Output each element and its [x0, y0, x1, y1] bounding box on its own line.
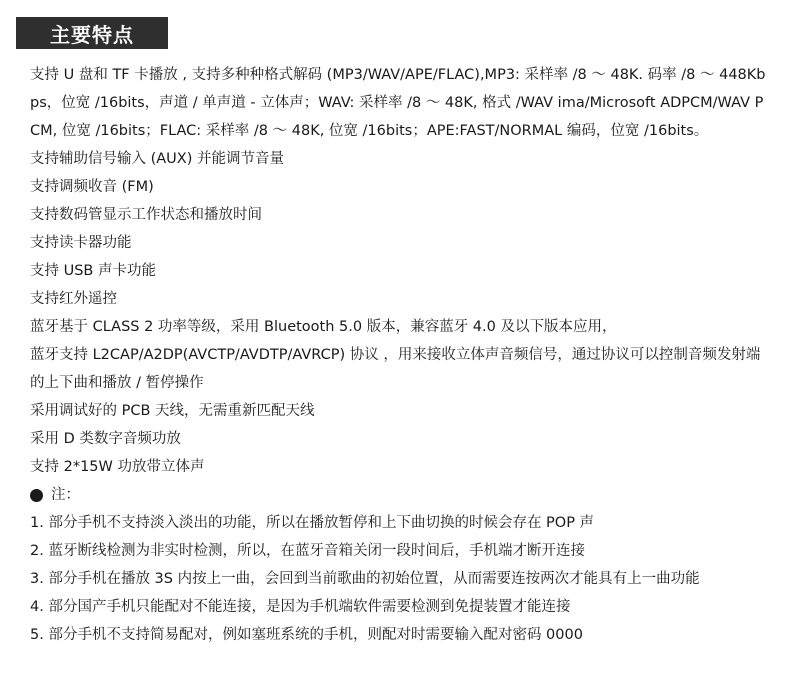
feature-item-format-support: 支持 U 盘和 TF 卡播放 , 支持多种种格式解码 (MP3/WAV/APE/FLAC),MP3: 采样率 /8 ～ 48K. 码率 /8 ～ 448Kbps，位宽 /16bits，声道 / 单声道 - 立体声；WAV: 采样率 /8 ～ 48K, 格式 /WAV ima/Microsoft ADPCM/WAV PCM, 位宽 /16bits；FLAC: 采样率 /8 ～ 48K, 位宽 /16bits；APE:FAST/NORMAL 编码，位宽 /16bits。: [30, 67, 766, 139]
notes-heading: [30, 481, 770, 509]
notes-heading-label: 注：: [51, 487, 80, 503]
feature-item-class-d-amp: 采用 D 类数字音频功放: [30, 431, 181, 447]
feature-item-aux: 支持辅助信号输入 (AUX) 并能调节音量: [30, 151, 284, 167]
feature-item-usb-sound-card: 支持 USB 声卡功能: [30, 263, 156, 279]
feature-item-stereo-amp: 支持 2*15W 功放带立体声: [30, 459, 205, 475]
section-title: 主要特点: [50, 22, 134, 47]
feature-list: [30, 61, 770, 649]
note-item: 5. 部分手机不支持简易配对，例如塞班系统的手机，则配对时需要输入配对密码 0000: [30, 627, 583, 643]
note-item: 3. 部分手机在播放 3S 内按上一曲，会回到当前歌曲的初始位置，从而需要连按两次才能具有上一曲功能: [30, 571, 700, 587]
feature-item-card-reader: 支持读卡器功能: [30, 235, 132, 251]
note-item: 1. 部分手机不支持淡入淡出的功能，所以在播放暂停和上下曲切换的时候会存在 POP 声: [30, 515, 595, 531]
feature-item-bluetooth-version: 蓝牙基于 CLASS 2 功率等级，采用 Bluetooth 5.0 版本，兼容蓝牙 4.0 及以下版本应用，: [30, 319, 617, 335]
note-item: 2. 蓝牙断线检测为非实时检测，所以，在蓝牙音箱关闭一段时间后，手机端才断开连接: [30, 543, 585, 559]
feature-item-pcb-antenna: 采用调试好的 PCB 天线，无需重新匹配天线: [30, 403, 315, 419]
feature-item-infrared: 支持红外遥控: [30, 291, 117, 307]
bullet-dot-icon: [30, 489, 43, 502]
section-title-bar: [16, 17, 168, 49]
feature-item-fm: 支持调频收音 (FM): [30, 179, 154, 195]
feature-item-display: 支持数码管显示工作状态和播放时间: [30, 207, 262, 223]
feature-item-bluetooth-protocol: 蓝牙支持 L2CAP/A2DP(AVCTP/AVDTP/AVRCP) 协议 ，用来接收立体声音频信号，通过协议可以控制音频发射端的上下曲和播放 / 暂停操作: [30, 347, 761, 391]
note-item: 4. 部分国产手机只能配对不能连接，是因为手机端软件需要检测到免提装置才能连接: [30, 599, 571, 615]
